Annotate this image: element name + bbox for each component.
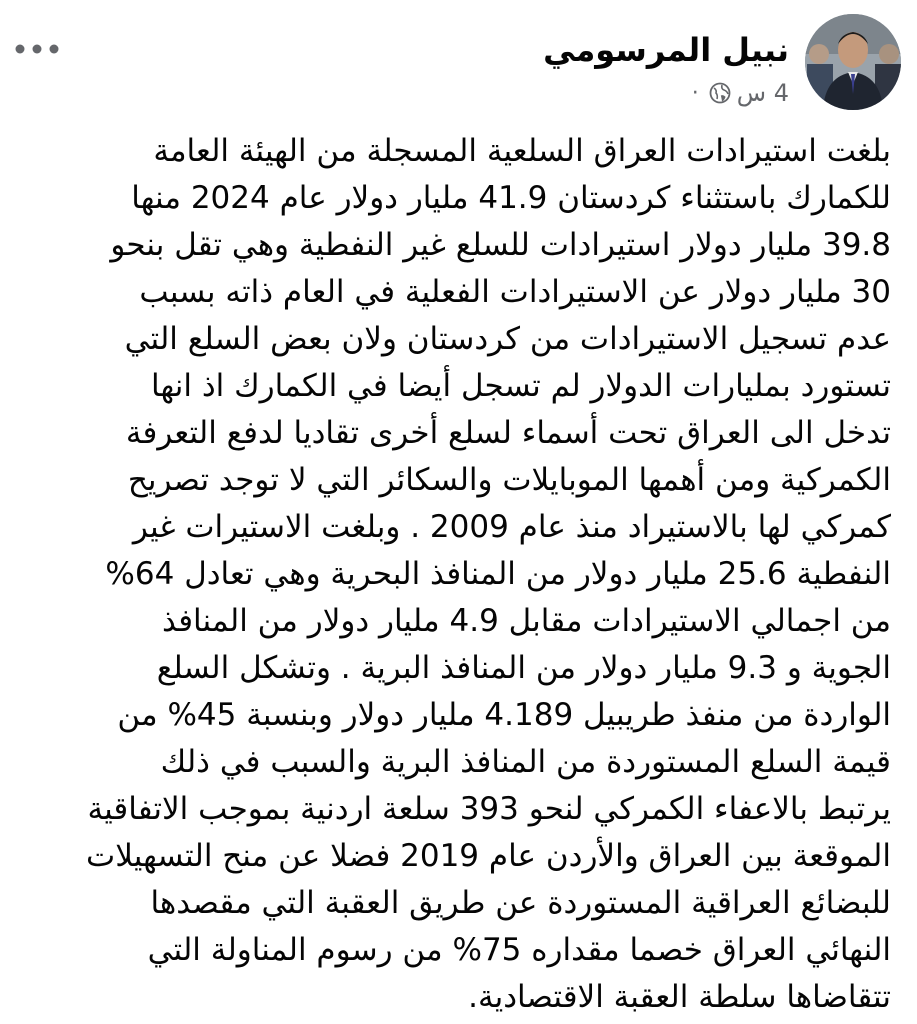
more-horizontal-icon <box>14 43 60 55</box>
avatar[interactable] <box>805 14 901 110</box>
avatar-photo <box>805 14 901 110</box>
post-header <box>0 12 917 120</box>
globe-icon[interactable] <box>709 82 731 104</box>
post-meta <box>692 78 789 108</box>
post-time[interactable]: 4 س <box>736 79 789 107</box>
author-name[interactable]: نبيل المرسومي <box>543 31 789 69</box>
post-body-text: بلغت استيرادات العراق السلعية المسجلة من الهيئة العامة للكمارك باستثناء كردستان 41.9 مليار دولار عام 2024 منها 39.8 مليار دولار استيرادات للسلع غير النفطية وهي تقل بنحو 30 مليار دولار عن الاستيرادات الفعلية في العام ذاته بسبب عدم تسجيل الاستيرادات من كردستان ولان بعض السلع التي تستورد بمليارات الدولار لم تسجل أيضا في الكمارك اذ انها تدخل الى العراق تحت أسماء لسلع أخرى تقاديا لدفع التعرفة الكمركية ومن أهمها الموبايلات والسكائر التي لا توجد تصريح كمركي لها بالاستيراد منذ عام 2009 . وبلغت الاستيرات غير النفطية 25.6 مليار دولار من المنافذ البحرية وهي تعادل 64% من اجمالي الاستيرادات مقابل 4.9 مليار دولار من المنافذ الجوية و 9.3 مليار دولار من المنافذ البرية . وتشكل السلع الواردة من منفذ طريبيل 4.189 مليار دولار وبنسبة 45% من قيمة السلع المستوردة من المنافذ البرية والسبب في ذلك يرتبط بالاعفاء الكمركي لنحو 393 سلعة اردنية بموجب الاتفاقية الموقعة بين العراق والأردن عام 2019 فضلا عن منح التسهيلات للبضائع العراقية المستوردة عن طريق العقبة التي مقصدها النهائي العراق خصما مقداره 75% من رسوم المناولة التي تتقاضاها سلطة العقبة الاقتصادية. <box>86 133 891 1015</box>
meta-separator: · <box>691 80 699 106</box>
more-options-button[interactable] <box>10 34 64 64</box>
